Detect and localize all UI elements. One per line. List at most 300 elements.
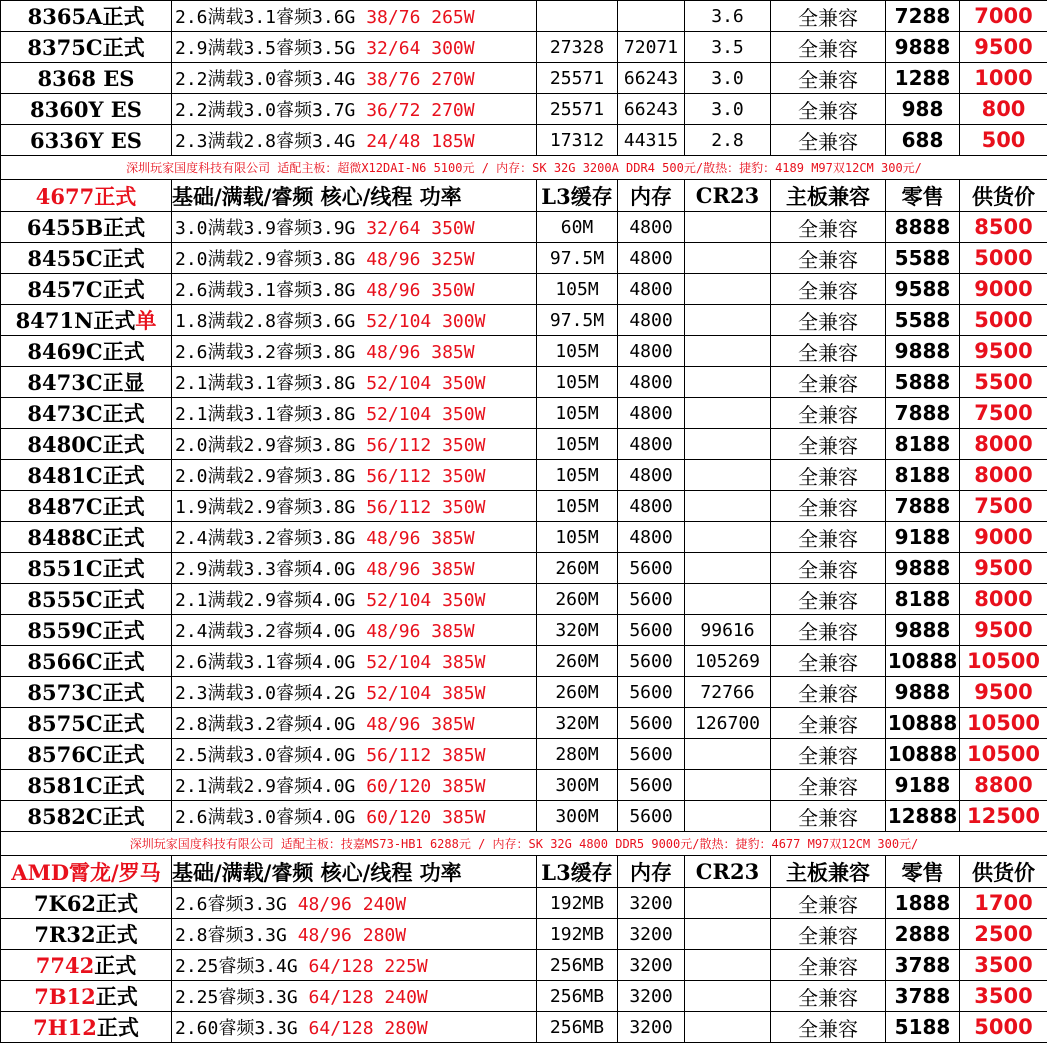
l3-cache-cell: 105M <box>537 367 618 398</box>
supply-price-cell: 10500 <box>960 708 1047 739</box>
supply-price-cell: 8500 <box>960 212 1047 243</box>
header-supply: 供货价 <box>960 180 1047 212</box>
model-name: 6455B正式 <box>26 215 146 240</box>
spec-cell <box>172 919 537 950</box>
retail-price-cell: 9188 <box>886 770 960 801</box>
model-cell <box>1 553 172 584</box>
freq-spec: 2.8满载3.2睿频4.0G <box>175 714 356 735</box>
cr23-cell: 3.0 <box>685 94 771 125</box>
supply-price-cell: 8000 <box>960 584 1047 615</box>
spec-cell <box>172 677 537 708</box>
power-value: 225W <box>384 956 428 977</box>
retail-price-cell: 9188 <box>886 522 960 553</box>
compat-cell: 全兼容 <box>771 888 886 919</box>
cr23-cell <box>685 429 771 460</box>
freq-spec: 1.8满载2.8睿频3.6G <box>175 311 356 332</box>
cores-threads: 32/64 <box>366 38 421 59</box>
cr23-cell <box>685 491 771 522</box>
model-name: 8566C正式 <box>27 649 145 674</box>
model-cell <box>1 274 172 305</box>
spec-cell <box>172 646 537 677</box>
power-value: 300W <box>431 38 475 59</box>
model-prefix: 7742 <box>35 953 95 978</box>
cr23-cell <box>685 1012 771 1043</box>
supply-price-cell: 5000 <box>960 1012 1047 1043</box>
cores-threads: 52/104 <box>366 373 432 394</box>
l3-cache-cell: 27328 <box>537 32 618 63</box>
freq-spec: 2.1满载3.1睿频3.8G <box>175 373 356 394</box>
header-mem: 内存 <box>618 856 685 888</box>
model-name: 正式 <box>94 953 137 978</box>
supply-price-cell: 1000 <box>960 63 1047 94</box>
supply-price-cell: 5000 <box>960 243 1047 274</box>
table-row <box>1 367 1047 398</box>
header-retail: 零售 <box>886 856 960 888</box>
retail-price-cell: 8188 <box>886 460 960 491</box>
retail-price-cell: 7288 <box>886 1 960 32</box>
l3-cache-cell: 260M <box>537 584 618 615</box>
freq-spec: 2.6满载3.0睿频4.0G <box>175 807 356 828</box>
model-name: 8457C正式 <box>27 277 145 302</box>
table-row <box>1 63 1047 94</box>
model-name: 8573C正式 <box>27 680 145 705</box>
retail-price-cell: 9888 <box>886 336 960 367</box>
l3-cache-cell: 97.5M <box>537 243 618 274</box>
table-row <box>1 615 1047 646</box>
freq-spec: 1.9满载2.9睿频3.8G <box>175 497 356 518</box>
model-cell <box>1 336 172 367</box>
model-cell <box>1 429 172 460</box>
compat-cell: 全兼容 <box>771 646 886 677</box>
model-cell <box>1 63 172 94</box>
header-cr23: CR23 <box>685 180 771 212</box>
header-row <box>1 856 1047 888</box>
supply-price-cell: 12500 <box>960 801 1047 832</box>
cores-threads: 56/112 <box>366 497 432 518</box>
memory-cell: 66243 <box>618 63 685 94</box>
model-name: 正式 <box>95 984 138 1009</box>
model-name: 8487C正式 <box>27 494 145 519</box>
model-name: 8368 ES <box>37 65 135 91</box>
cr23-cell: 126700 <box>685 708 771 739</box>
memory-cell: 4800 <box>618 274 685 305</box>
freq-spec: 2.2满载3.0睿频3.4G <box>175 69 356 90</box>
freq-spec: 2.1满载3.1睿频3.8G <box>175 404 356 425</box>
freq-spec: 2.4满载3.2睿频3.8G <box>175 528 356 549</box>
compat-cell: 全兼容 <box>771 677 886 708</box>
spec-cell <box>172 553 537 584</box>
model-name: 8375C正式 <box>27 35 145 60</box>
retail-price-cell: 9888 <box>886 615 960 646</box>
power-value: 350W <box>442 373 486 394</box>
model-flag: 单 <box>135 308 157 333</box>
supply-price-cell: 8000 <box>960 460 1047 491</box>
spec-cell <box>172 708 537 739</box>
table-row <box>1 243 1047 274</box>
memory-cell: 4800 <box>618 429 685 460</box>
spec-cell <box>172 888 537 919</box>
cr23-cell <box>685 460 771 491</box>
cr23-cell <box>685 274 771 305</box>
supply-price-cell: 9500 <box>960 553 1047 584</box>
table-row <box>1 125 1047 156</box>
compat-cell: 全兼容 <box>771 919 886 950</box>
cores-threads: 64/128 <box>308 987 374 1008</box>
cores-threads: 38/76 <box>366 69 421 90</box>
retail-price-cell: 10888 <box>886 708 960 739</box>
cores-threads: 56/112 <box>366 466 432 487</box>
table-row <box>1 32 1047 63</box>
power-value: 325W <box>431 249 475 270</box>
model-name: 8551C正式 <box>27 556 145 581</box>
spec-cell <box>172 739 537 770</box>
power-value: 280W <box>384 1018 428 1039</box>
header-supply: 供货价 <box>960 856 1047 888</box>
memory-cell: 3200 <box>618 1012 685 1043</box>
spec-cell <box>172 1 537 32</box>
compat-cell: 全兼容 <box>771 398 886 429</box>
supply-price-cell: 2500 <box>960 919 1047 950</box>
cr23-cell <box>685 367 771 398</box>
model-cell <box>1 615 172 646</box>
model-cell <box>1 398 172 429</box>
memory-cell: 44315 <box>618 125 685 156</box>
power-value: 265W <box>431 7 475 28</box>
retail-price-cell: 9888 <box>886 677 960 708</box>
header-mem: 内存 <box>618 180 685 212</box>
cores-threads: 36/72 <box>366 100 421 121</box>
model-prefix: 7H12 <box>33 1015 97 1040</box>
note-text: 深圳玩家国度科技有限公司 适配主板：技嘉MS73-HB1 6288元 / 内存：SK 32G 4800 DDR5 9000元/散热：捷豹：4677 M97双12CM 300元/ <box>1 832 1047 856</box>
supply-price-cell: 10500 <box>960 646 1047 677</box>
cr23-cell <box>685 398 771 429</box>
cores-threads: 52/104 <box>366 590 432 611</box>
compat-cell: 全兼容 <box>771 94 886 125</box>
power-value: 350W <box>442 590 486 611</box>
l3-cache-cell: 300M <box>537 770 618 801</box>
table-row <box>1 646 1047 677</box>
l3-cache-cell: 320M <box>537 615 618 646</box>
cr23-cell: 105269 <box>685 646 771 677</box>
memory-cell: 4800 <box>618 243 685 274</box>
power-value: 385W <box>431 714 475 735</box>
freq-spec: 3.0满载3.9睿频3.9G <box>175 218 356 239</box>
model-cell <box>1 460 172 491</box>
cores-threads: 48/96 <box>366 559 421 580</box>
power-value: 385W <box>431 559 475 580</box>
cr23-cell <box>685 888 771 919</box>
note-row <box>1 156 1047 180</box>
model-cell <box>1 708 172 739</box>
model-name: 8365A正式 <box>27 4 145 29</box>
retail-price-cell: 5888 <box>886 367 960 398</box>
header-l3: L3缓存 <box>537 856 618 888</box>
note-row <box>1 832 1047 856</box>
table-row <box>1 584 1047 615</box>
cores-threads: 52/104 <box>366 652 432 673</box>
retail-price-cell: 5188 <box>886 1012 960 1043</box>
retail-price-cell: 3788 <box>886 981 960 1012</box>
l3-cache-cell: 300M <box>537 801 618 832</box>
cr23-cell: 3.0 <box>685 63 771 94</box>
cr23-cell <box>685 981 771 1012</box>
model-cell <box>1 801 172 832</box>
cores-threads: 56/112 <box>366 435 432 456</box>
spec-cell <box>172 981 537 1012</box>
table-row <box>1 460 1047 491</box>
memory-cell: 4800 <box>618 336 685 367</box>
retail-price-cell: 9588 <box>886 274 960 305</box>
freq-spec: 2.9满载3.5睿频3.5G <box>175 38 356 59</box>
retail-price-cell: 5588 <box>886 305 960 336</box>
header-retail: 零售 <box>886 180 960 212</box>
l3-cache-cell: 256MB <box>537 1012 618 1043</box>
compat-cell: 全兼容 <box>771 584 886 615</box>
model-cell <box>1 94 172 125</box>
compat-cell: 全兼容 <box>771 32 886 63</box>
model-cell <box>1 491 172 522</box>
header-compat: 主板兼容 <box>771 856 886 888</box>
supply-price-cell: 10500 <box>960 739 1047 770</box>
model-name: 8575C正式 <box>27 711 145 736</box>
table-row <box>1 950 1047 981</box>
compat-cell: 全兼容 <box>771 125 886 156</box>
table-row <box>1 305 1047 336</box>
retail-price-cell: 9888 <box>886 32 960 63</box>
l3-cache-cell: 105M <box>537 460 618 491</box>
model-name: 8480C正式 <box>27 432 145 457</box>
spec-cell <box>172 32 537 63</box>
retail-price-cell: 5588 <box>886 243 960 274</box>
table-row <box>1 553 1047 584</box>
header-cr23: CR23 <box>685 856 771 888</box>
retail-price-cell: 10888 <box>886 646 960 677</box>
header-l3: L3缓存 <box>537 180 618 212</box>
power-value: 350W <box>442 404 486 425</box>
cores-threads: 38/76 <box>366 7 421 28</box>
spec-cell <box>172 336 537 367</box>
header-spec: 基础/满载/睿频 核心/线程 功率 <box>172 180 537 212</box>
model-name: 8576C正式 <box>27 742 145 767</box>
power-value: 385W <box>442 652 486 673</box>
cr23-cell <box>685 919 771 950</box>
model-name: 7K62正式 <box>33 891 139 916</box>
model-name: 8471N正式 <box>15 308 136 333</box>
compat-cell: 全兼容 <box>771 429 886 460</box>
model-cell <box>1 212 172 243</box>
freq-spec: 2.2满载3.0睿频3.7G <box>175 100 356 121</box>
model-name: 8581C正式 <box>27 773 145 798</box>
model-name: 8481C正式 <box>27 463 145 488</box>
cores-threads: 60/120 <box>366 776 432 797</box>
freq-spec: 2.0满载2.9睿频3.8G <box>175 435 356 456</box>
retail-price-cell: 8888 <box>886 212 960 243</box>
memory-cell: 5600 <box>618 584 685 615</box>
supply-price-cell: 9500 <box>960 336 1047 367</box>
cr23-cell <box>685 553 771 584</box>
l3-cache-cell: 97.5M <box>537 305 618 336</box>
model-cell <box>1 584 172 615</box>
memory-cell: 5600 <box>618 801 685 832</box>
freq-spec: 2.6满载3.1睿频4.0G <box>175 652 356 673</box>
memory-cell: 72071 <box>618 32 685 63</box>
freq-spec: 2.3满载3.0睿频4.2G <box>175 683 356 704</box>
header-title: 4677正式 <box>1 180 172 212</box>
spec-cell <box>172 950 537 981</box>
power-value: 185W <box>431 131 475 152</box>
memory-cell: 4800 <box>618 491 685 522</box>
spec-cell <box>172 770 537 801</box>
l3-cache-cell: 105M <box>537 336 618 367</box>
cr23-cell <box>685 243 771 274</box>
model-cell <box>1 888 172 919</box>
model-cell <box>1 125 172 156</box>
compat-cell: 全兼容 <box>771 336 886 367</box>
memory-cell: 66243 <box>618 94 685 125</box>
cores-threads: 32/64 <box>366 218 421 239</box>
compat-cell: 全兼容 <box>771 708 886 739</box>
l3-cache-cell: 256MB <box>537 981 618 1012</box>
power-value: 385W <box>442 745 486 766</box>
l3-cache-cell: 320M <box>537 708 618 739</box>
spec-cell <box>172 94 537 125</box>
cores-threads: 60/120 <box>366 807 432 828</box>
model-name: 8555C正式 <box>27 587 145 612</box>
power-value: 270W <box>431 100 475 121</box>
model-name: 8473C正式 <box>27 401 145 426</box>
power-value: 385W <box>431 528 475 549</box>
model-name: 7R32正式 <box>34 922 138 947</box>
compat-cell: 全兼容 <box>771 491 886 522</box>
model-name: 8469C正式 <box>27 339 145 364</box>
freq-spec: 2.60睿频3.3G <box>175 1018 298 1039</box>
supply-price-cell: 3500 <box>960 950 1047 981</box>
table-row <box>1 429 1047 460</box>
model-cell <box>1 677 172 708</box>
cr23-cell <box>685 212 771 243</box>
memory-cell: 5600 <box>618 739 685 770</box>
model-cell <box>1 770 172 801</box>
power-value: 280W <box>362 925 407 946</box>
table-row <box>1 708 1047 739</box>
spec-cell <box>172 491 537 522</box>
l3-cache-cell <box>537 1 618 32</box>
spec-cell <box>172 801 537 832</box>
freq-spec: 2.0满载2.9睿频3.8G <box>175 466 356 487</box>
l3-cache-cell: 260M <box>537 646 618 677</box>
cr23-cell: 72766 <box>685 677 771 708</box>
l3-cache-cell: 260M <box>537 553 618 584</box>
l3-cache-cell: 60M <box>537 212 618 243</box>
spec-cell <box>172 63 537 94</box>
retail-price-cell: 7888 <box>886 398 960 429</box>
table-row <box>1 677 1047 708</box>
model-cell <box>1 367 172 398</box>
cores-threads: 48/96 <box>297 925 352 946</box>
cores-threads: 48/96 <box>366 342 421 363</box>
power-value: 385W <box>431 342 475 363</box>
memory-cell: 3200 <box>618 950 685 981</box>
l3-cache-cell: 260M <box>537 677 618 708</box>
memory-cell: 5600 <box>618 770 685 801</box>
compat-cell: 全兼容 <box>771 1 886 32</box>
freq-spec: 2.1满载2.9睿频4.0G <box>175 776 356 797</box>
l3-cache-cell: 17312 <box>537 125 618 156</box>
freq-spec: 2.9满载3.3睿频4.0G <box>175 559 356 580</box>
supply-price-cell: 500 <box>960 125 1047 156</box>
compat-cell: 全兼容 <box>771 212 886 243</box>
supply-price-cell: 5500 <box>960 367 1047 398</box>
model-name: 8488C正式 <box>27 525 145 550</box>
retail-price-cell: 12888 <box>886 801 960 832</box>
retail-price-cell: 1888 <box>886 888 960 919</box>
table-row <box>1 274 1047 305</box>
cores-threads: 56/112 <box>366 745 432 766</box>
table-row <box>1 1 1047 32</box>
table-row <box>1 801 1047 832</box>
retail-price-cell: 2888 <box>886 919 960 950</box>
spec-cell <box>172 305 537 336</box>
cr23-cell <box>685 950 771 981</box>
supply-price-cell: 1700 <box>960 888 1047 919</box>
header-compat: 主板兼容 <box>771 180 886 212</box>
l3-cache-cell: 105M <box>537 429 618 460</box>
compat-cell: 全兼容 <box>771 460 886 491</box>
spec-cell <box>172 212 537 243</box>
memory-cell: 4800 <box>618 398 685 429</box>
power-value: 350W <box>442 435 486 456</box>
header-row <box>1 180 1047 212</box>
freq-spec: 2.6睿频3.3G <box>175 894 287 915</box>
memory-cell: 4800 <box>618 212 685 243</box>
model-name: 8473C正显 <box>27 370 145 395</box>
memory-cell: 4800 <box>618 367 685 398</box>
cores-threads: 64/128 <box>308 956 374 977</box>
model-name: 8559C正式 <box>27 618 145 643</box>
supply-price-cell: 3500 <box>960 981 1047 1012</box>
cr23-cell <box>685 584 771 615</box>
l3-cache-cell: 192MB <box>537 919 618 950</box>
model-prefix: 7B12 <box>34 984 96 1009</box>
table-row <box>1 94 1047 125</box>
model-cell <box>1 305 172 336</box>
supply-price-cell: 800 <box>960 94 1047 125</box>
compat-cell: 全兼容 <box>771 770 886 801</box>
model-cell <box>1 1 172 32</box>
cores-threads: 64/128 <box>308 1018 374 1039</box>
supply-price-cell: 7500 <box>960 398 1047 429</box>
power-value: 385W <box>431 621 475 642</box>
model-name: 6336Y ES <box>30 127 142 153</box>
compat-cell: 全兼容 <box>771 739 886 770</box>
cores-threads: 48/96 <box>366 249 421 270</box>
power-value: 300W <box>442 311 486 332</box>
memory-cell: 4800 <box>618 460 685 491</box>
memory-cell: 4800 <box>618 522 685 553</box>
spec-cell <box>172 125 537 156</box>
model-name: 8582C正式 <box>27 804 145 829</box>
l3-cache-cell: 25571 <box>537 63 618 94</box>
cr23-cell <box>685 305 771 336</box>
spec-cell <box>172 615 537 646</box>
table-row <box>1 398 1047 429</box>
cr23-cell <box>685 801 771 832</box>
model-cell <box>1 243 172 274</box>
l3-cache-cell: 25571 <box>537 94 618 125</box>
model-cell <box>1 522 172 553</box>
cores-threads: 52/104 <box>366 683 432 704</box>
model-name: 8455C正式 <box>27 246 145 271</box>
